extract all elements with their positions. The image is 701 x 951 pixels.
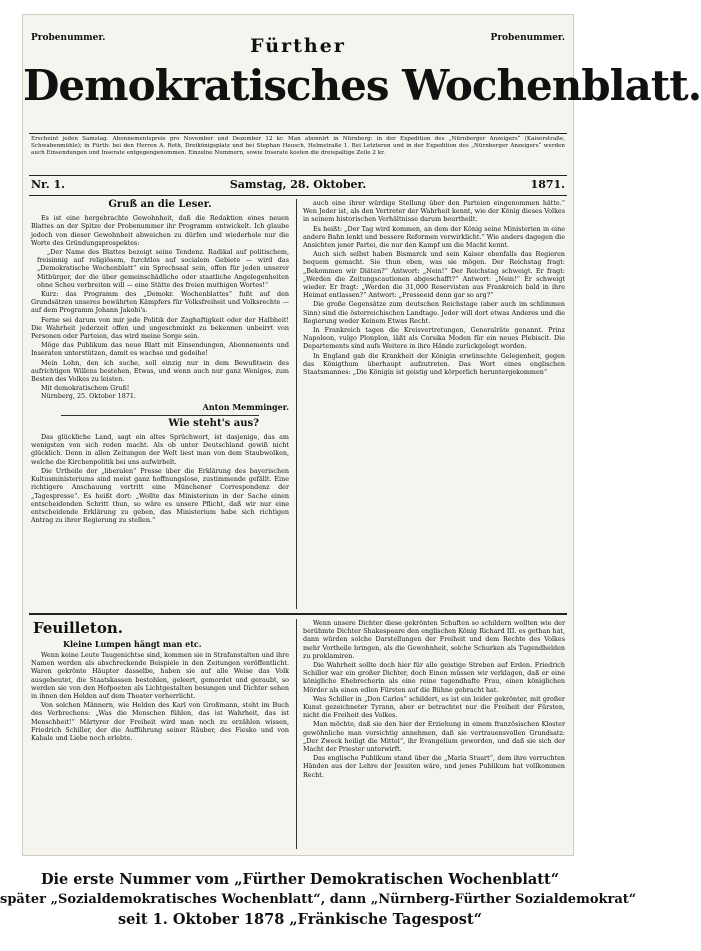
caption [0, 870, 637, 930]
caption-line: Die erste Nummer vom „Fürther Demokratischen Wochenblatt“ [40, 871, 560, 888]
paragraph: Mein Lohn, den ich suche, soll einzig nur in dem Bewußtsein des aufrichtigen Willens bestehen, Etwas, und wenn auch nur ganz Weniges, zum Besten des Volkes zu leisten. [31, 358, 289, 384]
issue-line [31, 178, 565, 192]
paragraph: In Frankreich tagen die Kreisvertretungen, Generalräte genannt. Prinz Napoleon, vulgo Plonplon, läßt als Corsika Moden für ein neues Plebiscit. Die Departements sind aufs Weitere in ihre Hände zurückgelegt worden. [303, 326, 565, 351]
caption-line: später „Sozialdemokratisches Wochenblatt“, dann „Nürnberg-Fürther Sozialdemokrat“ [0, 892, 637, 907]
masthead-city: Fürther [250, 35, 346, 57]
caption-line: seit 1. Oktober 1878 „Fränkische Tagespost“ [118, 911, 482, 928]
paragraph: Kurz: das Programm des „Demokr. Wochenblattes“ fußt auf den Grundsätzen unseres bewährten Kämpfers für Volksfreiheit und Volksrechte — auf dem Programm Johann Jakobi's. [31, 290, 289, 315]
right-column [303, 199, 565, 609]
paragraph: Von solchen Männern, wie Helden des Karl von Großmann, steht im Buch des Verbrechens: „Was die Menschen fühlen, das ist Wahrheit, das ist Menschheit!“ Märtyrer der Freiheit wird man noch zu erzählen wissen, Friedrich Schiller, der die Aufführung seiner Räuber, des Fiesko und von Kabale und Liebe noch erlebte. [31, 701, 289, 743]
issue-date: Samstag, 28. Oktober. [229, 178, 367, 191]
masthead-rule [29, 133, 567, 134]
place-date: Nürnberg, 25. Oktober 1871. [41, 392, 136, 401]
probe-label-right: Probenummer. [490, 33, 565, 43]
feuilleton-heading: Feuilleton. [33, 619, 123, 637]
issue-number: Nr. 1. [31, 178, 65, 191]
masthead-title: Demokratisches Wochenblatt. [23, 61, 701, 110]
greeting-heading: Gruß an die Leser. [108, 199, 212, 210]
greeting: Mit demokratischem Gruß! [41, 384, 130, 393]
paragraph: auch eine ihrer würdige Stellung über den Parteien eingenommen hätte.“ Wen Jeder ist, als den Vertreter der Wahrheit kennt, wie der König dieses Volkes in seinem historischen Verhältnisse darum beurtheilt. [303, 199, 565, 224]
paragraph: „Der Name des Blattes bezeigt seine Tendenz. Radikal auf politischem, freisinnig auf religiösem, furchtlos auf socialem Gebiete — wird das „Demokratische Wochenblatt“ ein Sprechsaal sein, offen für jeden unserer Mitbürger, der die über gemeinschädliche oder staatliche Angelegenheiten ohne Scheu verbreiten will — eine Stätte des freien muthigen Wortes!“ [37, 248, 289, 289]
paragraph: Wenn unsere Dichter diese gekrönten Schuften so schildern wollten wie der berühmte Dichter Shakespeare den englischen König Richard III. es gethan hat, dann würden solche Darstellungen der Freiheit und dem Rechte des Volkes mehr Vortheile bringen, als die Gewohnheit, solche Schurken als Tugendhelden zu proklamiren. [303, 619, 565, 660]
probe-label-left: Probenummer. [31, 33, 106, 43]
paragraph: Auch sich selbst haben Bismarck und sein Kaiser ebenfalls das Regieren bequem gemacht. Sie thun eben, was sie mögen. Der Reichstag fragt: „Bekommen wir Diäten?“ Antwort: „Nein!“ Der Reichstag schweigt. Er fragt: „Werden die Zeitungscautionen abgeschafft?“ Antwort: „Nein!“ Er schweigt wieder. Er fragt: „Werden die 31,000 Reservisten aus Frankreich bald in ihre Heimat entlassen?“ Antwort: „Presseeid denn gar so arg?“ [303, 250, 565, 300]
feuilleton-right-column [303, 619, 565, 849]
paragraph: Das glückliche Land, sagt ein altes Sprüchwort, ist dasjenige, das am wenigsten von sich reden macht. Als ob unter Deutschland gewiß nicht glücklich. Denn in allen Zeitungen der Welt liest man von dem Staubwolken, welche die Kirchenpolitik bei uns aufwirbelt. [31, 433, 289, 466]
paragraph: Möge das Publikum das neue Blatt mit Einsendungen, Abonnements und Inseraten unterstützen, damit es wachse und gedeihe! [31, 341, 289, 358]
feuilleton-divider [296, 619, 297, 849]
left-column [31, 199, 289, 609]
section-divider [61, 415, 259, 416]
paragraph: Die Urtheile der „liberalen“ Presse über die Erklärung des bayerischen Kultusministeriums sind meist ganz hoffnungslose, zustimmende gefällt. Eine richtigere Anschauung vertritt eine Münchener Correspondenz der „Tagespresse“. Es heißt dort: „Wollte das Ministerium in der Sache einen entscheidenden Schritt thun, so wäre es unsere Pflicht, daß wir nur eine entscheidende Erklärung zu geben, das Ministerium habe sich richtigen Antrag zu ihrer Regierung zu stellen.“ [31, 466, 289, 525]
feuilleton-left-column [31, 651, 289, 849]
paragraph: Das englische Publikum stand über die „Maria Stuart“, dem ihre verruchten Händen aus der Lehre der Jesuiten wäre, und jenes Publikum hat vollkommen Recht. [303, 754, 565, 779]
second-heading: Wie steht's aus? [168, 417, 259, 429]
paragraph: Wenn keine Leute Taugenichtse sind, kommen sie in Strafanstalten und ihre Namen werden als abschreckende Beispiele in den Zeitungen veröffentlicht. Waren gekrönte Häupter dasselbe, haben sie auf alle Weise das Volk ausgebeutet, die Staatskassen bestohlen, geleert, gemordet und geraubt, so werden sie von den Hofpoeten als Lichtgestalten besungen und Dichter sehen in ihnen den Helden auf dem Theater verherrlicht. [31, 651, 289, 701]
paragraph: Was Schiller in „Don Carlos“ schildert, es ist ein leider gekrönter, mit großer Kunst gezeichneter Tyrann, aber er betrachtet nur die Freiheit der Fürsten, nicht die Freiheit des Volkes. [303, 694, 565, 720]
paragraph: Es ist eine hergebrachte Gewohnheit, daß die Redaktion eines neuen Blattes an der Spitze der Probenummer ihr Programm entwickelt. Ich glaube jedoch von dieser Gewohnheit abweichen zu dürfen und wiederhole nur die Worte des Gründungsprospektes: [31, 214, 289, 247]
signature: Anton Memminger. [202, 401, 289, 412]
publication-info: Erscheint jeden Samstag. Abonnementspreis pro November und Dezember 12 kr. Man abonnirt in Nürnberg: in der Expedition des „Nürnberger Anzeigers“ (Kaiserstraße, Schwabenmühle); in Fürth: bei den Herren A. Roth, Dreikönigsplatz und bei Stephan Heusch, Helmstraße 1. Bei Letzteren und in der Expedition des „Nürnberger Anzeigers“ werden auch Einsendungen und Inserate entgegengenommen. Einzelne Nummern, sowie Inserate kosten die dreispaltige Zeile 2 kr. [31, 136, 565, 156]
paragraph: Die Wahrheit sollte doch hier für alle geistige Streben auf Erden. Friedrich Schiller war ein großer Dichter, doch Einen müssen wir verklagen, daß er eine königliche Ehebrecherin als eine reine tugendhafte Frau, einen königlichen Mörder als einen edlen Fürsten auf die Bühne gebracht hat. [303, 661, 565, 694]
paragraph: In England gab die Krankheit der Königin erwünschte Gelegenheit, gegen das Königthum überhaupt aufzutreten. Das Wort eines englischen Staatsmannes: „Die Königin ist geistig und körperlich heruntergekommen“ [303, 351, 565, 377]
info-rule [29, 175, 567, 176]
paragraph: Es heißt: „Der Tag wird kommen, an dem der König seine Ministerien in eine andere Bahn lenkt und bessere Reformen verwirklicht.“ Wie anders dagegen die Ansichten jener Partei, die nur den Kampf um die Macht kennt. [303, 224, 565, 250]
newspaper-page [22, 14, 701, 856]
column-divider [296, 199, 297, 609]
paragraph: Ferne sei darum von mir jede Politik der Zaghaftigkeit oder der Halbheit! Die Wahrheit jederzeit offen und ungeschminkt zu bekennen unbeirrt von Personen oder Parteien, das wird meine Sorge sein. [31, 315, 289, 341]
issue-year: 1871. [530, 178, 565, 191]
feuilleton-rule [29, 613, 567, 615]
paragraph: Die große Gegensätze zum deutschen Reichstage (aber auch im schlimmen Sinn) sind die österreichischen Landtage. Jeder will dort etwas Anderes und die Regierung weder Keinem Etwas Recht. [303, 300, 565, 325]
issue-rule [29, 195, 567, 196]
feuilleton-subheading: Kleine Lumpen hängt man etc. [63, 639, 202, 649]
paragraph: Man möchte, daß sie den hier der Erziehung in einem französischen Kloster gewöhnliche man vorsichtig annehmen, daß sie vertrauensvollen Grundsatz: „Der Zweck heiligt die Mittel“, ihr Evangelium geworden, und daß sie sich der Macht der Priester unterwirft. [303, 720, 565, 754]
